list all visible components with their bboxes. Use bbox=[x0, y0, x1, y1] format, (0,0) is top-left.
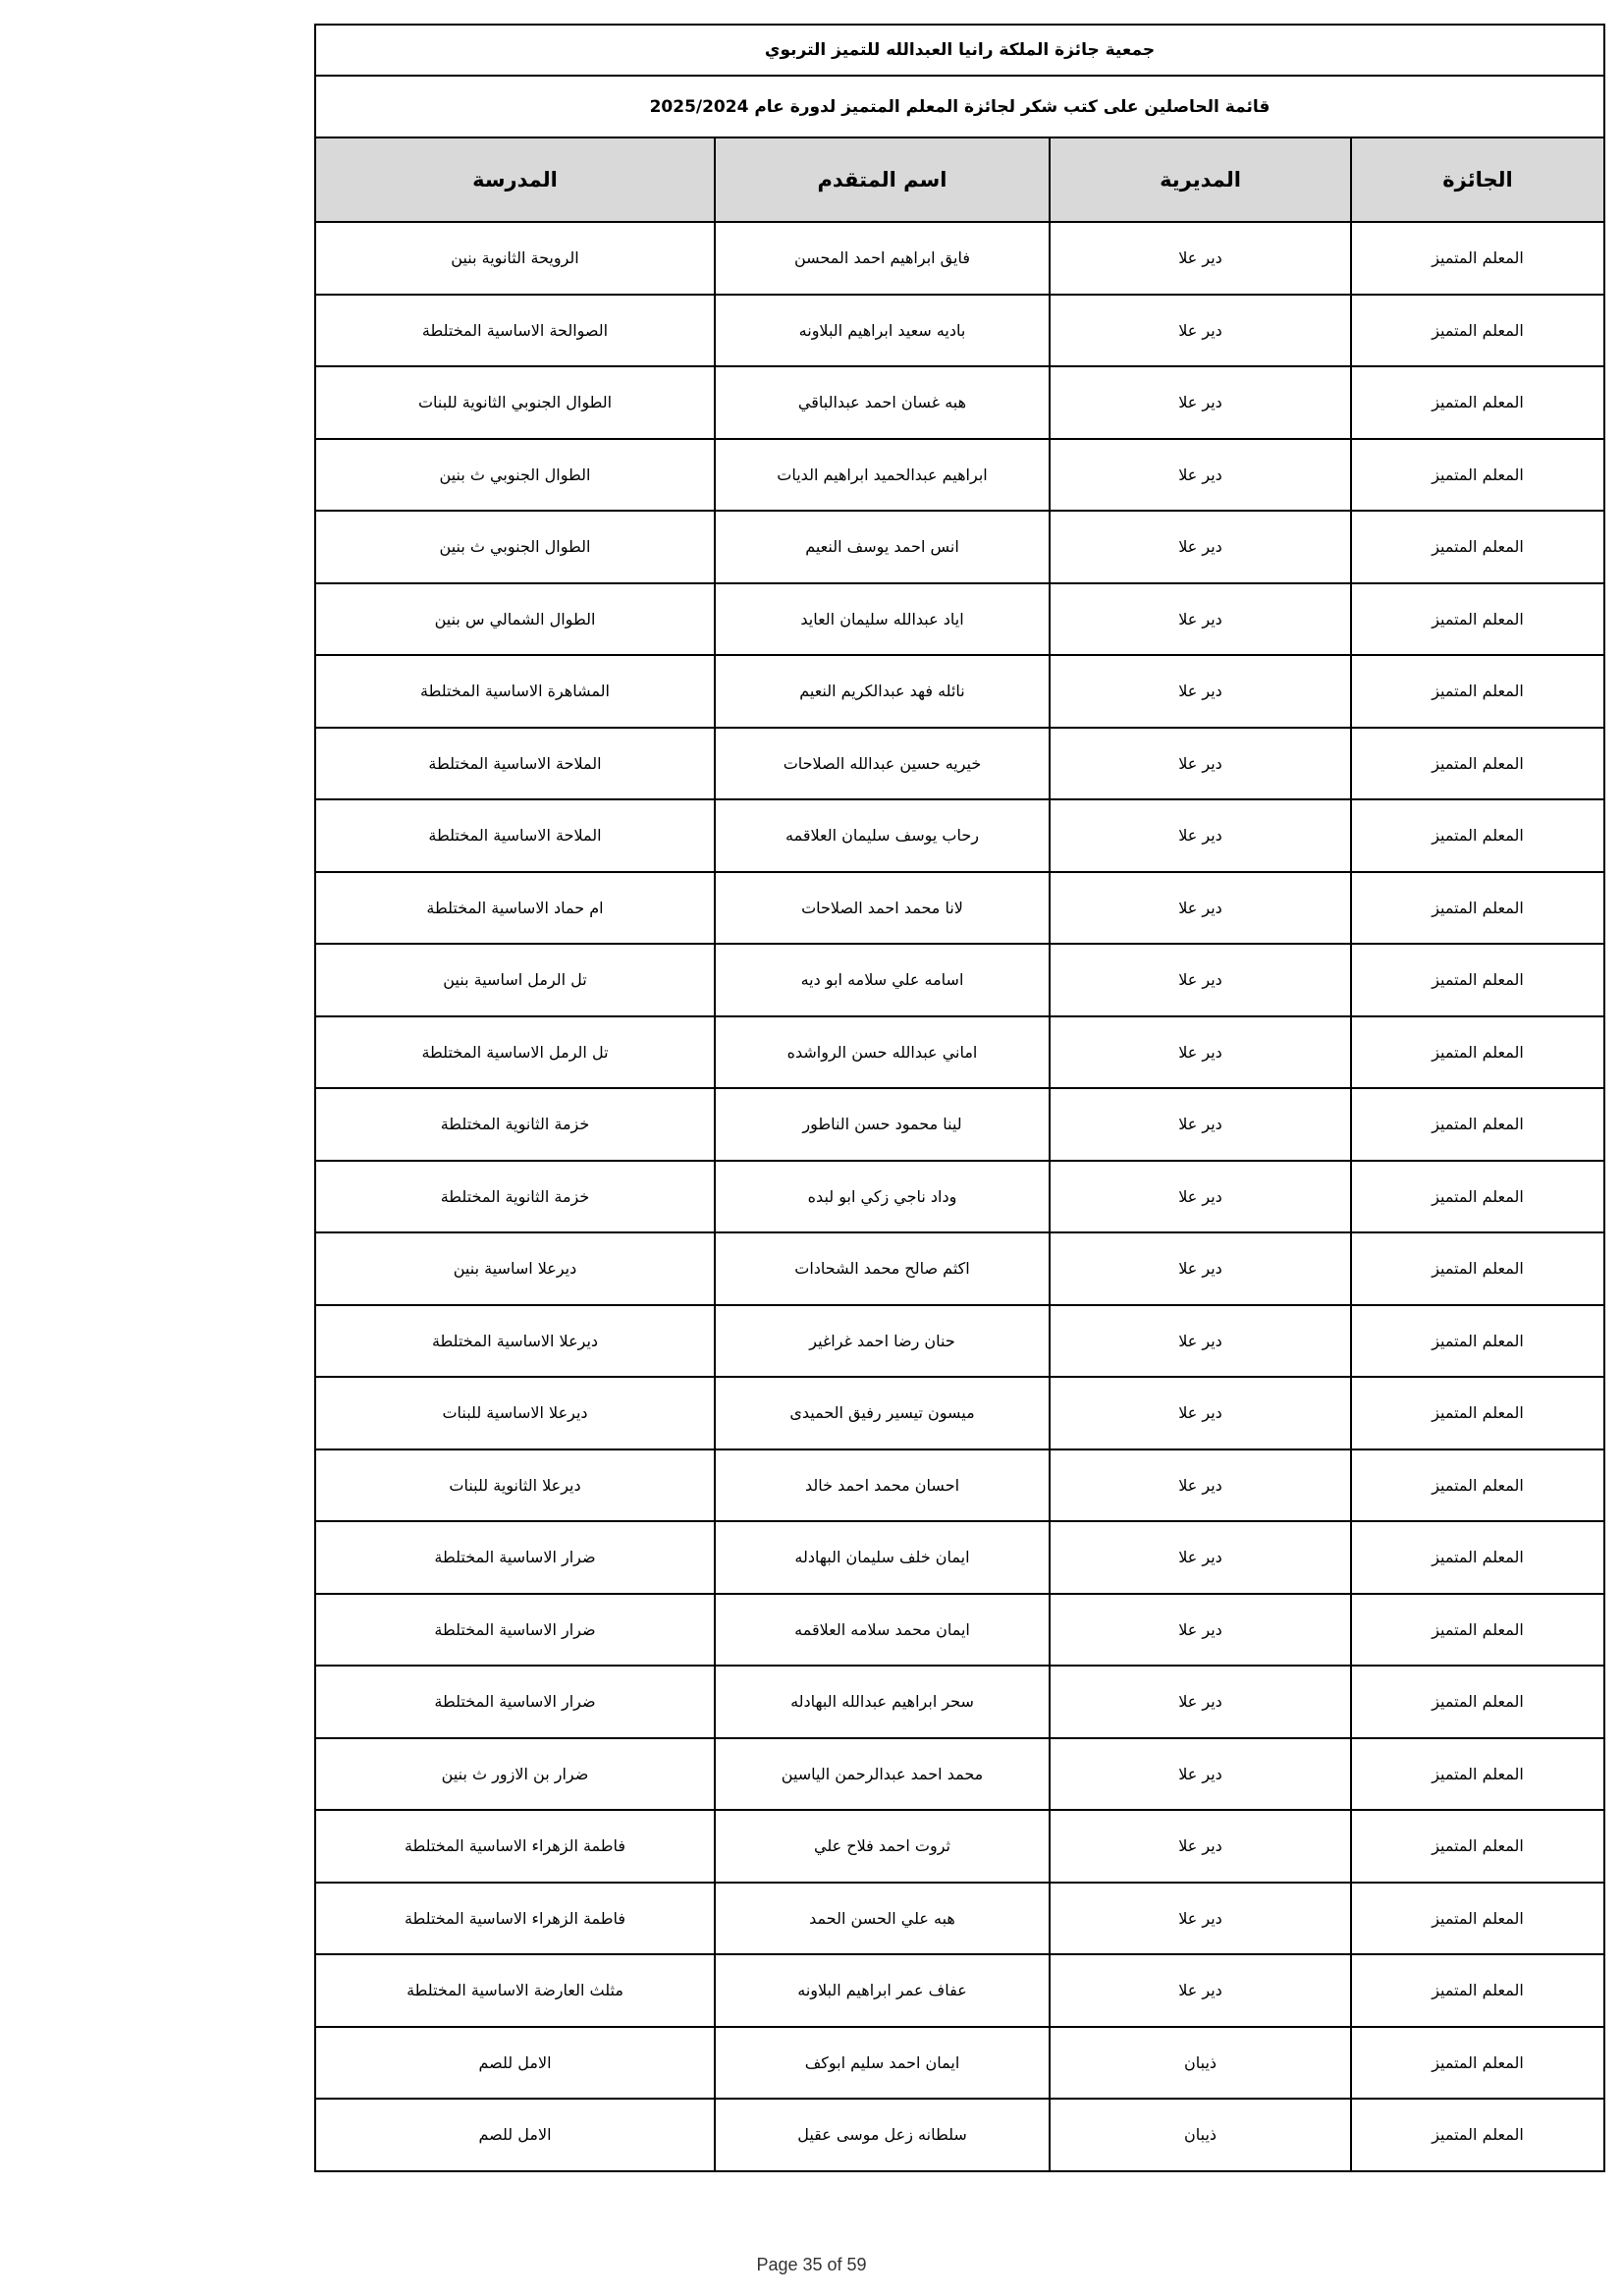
cell-directorate: دير علا bbox=[1050, 1738, 1351, 1811]
cell-applicant: محمد احمد عبدالرحمن الياسين bbox=[715, 1738, 1050, 1811]
cell-award: المعلم المتميز bbox=[1351, 1305, 1604, 1378]
cell-directorate: دير علا bbox=[1050, 583, 1351, 656]
cell-school: الرويحة الثانوية بنين bbox=[315, 222, 715, 295]
cell-award: المعلم المتميز bbox=[1351, 1161, 1604, 1233]
cell-school: فاطمة الزهراء الاساسية المختلطة bbox=[315, 1883, 715, 1955]
table-row bbox=[315, 1666, 1604, 1738]
cell-applicant: اماني عبدالله حسن الرواشده bbox=[715, 1016, 1050, 1089]
header-school: المدرسة bbox=[315, 137, 715, 222]
table-row bbox=[315, 222, 1604, 295]
cell-directorate: دير علا bbox=[1050, 1521, 1351, 1594]
cell-school: الصوالحة الاساسية المختلطة bbox=[315, 295, 715, 367]
cell-award: المعلم المتميز bbox=[1351, 1594, 1604, 1667]
cell-applicant: احسان محمد احمد خالد bbox=[715, 1449, 1050, 1522]
cell-award: المعلم المتميز bbox=[1351, 1738, 1604, 1811]
cell-school: ضرار الاساسية المختلطة bbox=[315, 1521, 715, 1594]
cell-applicant: سلطانه زعل موسى عقيل bbox=[715, 2099, 1050, 2171]
table-row bbox=[315, 872, 1604, 945]
cell-directorate: دير علا bbox=[1050, 1232, 1351, 1305]
cell-directorate: دير علا bbox=[1050, 799, 1351, 872]
cell-school: ديرعلا اساسية بنين bbox=[315, 1232, 715, 1305]
cell-school: تل الرمل الاساسية المختلطة bbox=[315, 1016, 715, 1089]
cell-applicant: سحر ابراهيم عبدالله البهادله bbox=[715, 1666, 1050, 1738]
table-row bbox=[315, 511, 1604, 583]
cell-directorate: دير علا bbox=[1050, 1449, 1351, 1522]
table-row bbox=[315, 1305, 1604, 1378]
cell-directorate: دير علا bbox=[1050, 439, 1351, 512]
cell-directorate: دير علا bbox=[1050, 1305, 1351, 1378]
cell-applicant: ايمان احمد سليم ابوكف bbox=[715, 2027, 1050, 2100]
cell-directorate: دير علا bbox=[1050, 1883, 1351, 1955]
cell-applicant: باديه سعيد ابراهيم البلاونه bbox=[715, 295, 1050, 367]
cell-school: ديرعلا الثانوية للبنات bbox=[315, 1449, 715, 1522]
table-row bbox=[315, 1954, 1604, 2027]
header-award: الجائزة bbox=[1351, 137, 1604, 222]
cell-award: المعلم المتميز bbox=[1351, 439, 1604, 512]
cell-award: المعلم المتميز bbox=[1351, 1377, 1604, 1449]
cell-directorate: دير علا bbox=[1050, 295, 1351, 367]
cell-applicant: ميسون تيسير رفيق الحميدى bbox=[715, 1377, 1050, 1449]
table-row bbox=[315, 799, 1604, 872]
cell-school: ضرار الاساسية المختلطة bbox=[315, 1666, 715, 1738]
cell-applicant: لينا محمود حسن الناطور bbox=[715, 1088, 1050, 1161]
cell-directorate: دير علا bbox=[1050, 1594, 1351, 1667]
awardees-table bbox=[314, 24, 1605, 2172]
cell-applicant: هبه غسان احمد عبدالباقي bbox=[715, 366, 1050, 439]
cell-award: المعلم المتميز bbox=[1351, 1016, 1604, 1089]
list-title-row bbox=[315, 76, 1604, 137]
org-title: جمعية جائزة الملكة رانيا العبدالله للتميز التربوي bbox=[315, 25, 1604, 76]
cell-award: المعلم المتميز bbox=[1351, 583, 1604, 656]
cell-applicant: لانا محمد احمد الصلاحات bbox=[715, 872, 1050, 945]
cell-directorate: دير علا bbox=[1050, 944, 1351, 1016]
cell-applicant: حنان رضا احمد غراغير bbox=[715, 1305, 1050, 1378]
cell-school: الملاحة الاساسية المختلطة bbox=[315, 799, 715, 872]
table-row bbox=[315, 1521, 1604, 1594]
cell-school: ضرار الاساسية المختلطة bbox=[315, 1594, 715, 1667]
table-row bbox=[315, 944, 1604, 1016]
cell-school: خزمة الثانوية المختلطة bbox=[315, 1161, 715, 1233]
cell-school: تل الرمل اساسية بنين bbox=[315, 944, 715, 1016]
cell-school: فاطمة الزهراء الاساسية المختلطة bbox=[315, 1810, 715, 1883]
table-row bbox=[315, 1088, 1604, 1161]
cell-award: المعلم المتميز bbox=[1351, 366, 1604, 439]
cell-applicant: خيريه حسين عبدالله الصلاحات bbox=[715, 728, 1050, 800]
cell-applicant: انس احمد يوسف النعيم bbox=[715, 511, 1050, 583]
cell-school: ديرعلا الاساسية المختلطة bbox=[315, 1305, 715, 1378]
cell-directorate: دير علا bbox=[1050, 1161, 1351, 1233]
cell-award: المعلم المتميز bbox=[1351, 1810, 1604, 1883]
cell-applicant: هبه علي الحسن الحمد bbox=[715, 1883, 1050, 1955]
cell-applicant: عفاف عمر ابراهيم البلاونه bbox=[715, 1954, 1050, 2027]
cell-directorate: دير علا bbox=[1050, 728, 1351, 800]
cell-award: المعلم المتميز bbox=[1351, 2027, 1604, 2100]
table-row bbox=[315, 2027, 1604, 2100]
cell-award: المعلم المتميز bbox=[1351, 872, 1604, 945]
cell-school: الطوال الجنوبي ث بنين bbox=[315, 439, 715, 512]
cell-directorate: دير علا bbox=[1050, 511, 1351, 583]
cell-school: المشاهرة الاساسية المختلطة bbox=[315, 655, 715, 728]
cell-directorate: دير علا bbox=[1050, 1377, 1351, 1449]
cell-school: الملاحة الاساسية المختلطة bbox=[315, 728, 715, 800]
table-row bbox=[315, 2099, 1604, 2171]
cell-school: ضرار بن الازور ث بنين bbox=[315, 1738, 715, 1811]
cell-award: المعلم المتميز bbox=[1351, 511, 1604, 583]
table-row bbox=[315, 1883, 1604, 1955]
cell-applicant: وداد ناجي زكي ابو لبده bbox=[715, 1161, 1050, 1233]
cell-award: المعلم المتميز bbox=[1351, 295, 1604, 367]
cell-applicant: ابراهيم عبدالحميد ابراهيم الديات bbox=[715, 439, 1050, 512]
cell-applicant: اسامه علي سلامه ابو ديه bbox=[715, 944, 1050, 1016]
cell-award: المعلم المتميز bbox=[1351, 944, 1604, 1016]
cell-award: المعلم المتميز bbox=[1351, 222, 1604, 295]
cell-directorate: دير علا bbox=[1050, 872, 1351, 945]
cell-award: المعلم المتميز bbox=[1351, 1666, 1604, 1738]
list-title: قائمة الحاصلين على كتب شكر لجائزة المعلم المتميز لدورة عام 2025/2024 bbox=[315, 76, 1604, 137]
cell-directorate: دير علا bbox=[1050, 1016, 1351, 1089]
cell-award: المعلم المتميز bbox=[1351, 655, 1604, 728]
cell-directorate: دير علا bbox=[1050, 1954, 1351, 2027]
cell-directorate: دير علا bbox=[1050, 1666, 1351, 1738]
cell-award: المعلم المتميز bbox=[1351, 1088, 1604, 1161]
cell-applicant: فايق ابراهيم احمد المحسن bbox=[715, 222, 1050, 295]
header-directorate: المديرية bbox=[1050, 137, 1351, 222]
cell-directorate: ذيبان bbox=[1050, 2027, 1351, 2100]
cell-award: المعلم المتميز bbox=[1351, 1521, 1604, 1594]
cell-directorate: دير علا bbox=[1050, 366, 1351, 439]
cell-school: الطوال الجنوبي ث بنين bbox=[315, 511, 715, 583]
table-row bbox=[315, 295, 1604, 367]
cell-school: الامل للصم bbox=[315, 2099, 715, 2171]
table-row bbox=[315, 1232, 1604, 1305]
cell-directorate: دير علا bbox=[1050, 655, 1351, 728]
table-row bbox=[315, 366, 1604, 439]
cell-applicant: اياد عبدالله سليمان العايد bbox=[715, 583, 1050, 656]
cell-applicant: رحاب يوسف سليمان العلاقمه bbox=[715, 799, 1050, 872]
org-title-row bbox=[315, 25, 1604, 76]
cell-school: الامل للصم bbox=[315, 2027, 715, 2100]
cell-applicant: ايمان محمد سلامه العلاقمه bbox=[715, 1594, 1050, 1667]
cell-award: المعلم المتميز bbox=[1351, 1954, 1604, 2027]
table-row bbox=[315, 1161, 1604, 1233]
cell-award: المعلم المتميز bbox=[1351, 1883, 1604, 1955]
table-row bbox=[315, 439, 1604, 512]
table-row bbox=[315, 583, 1604, 656]
cell-applicant: ثروت احمد فلاح علي bbox=[715, 1810, 1050, 1883]
table-row bbox=[315, 1738, 1604, 1811]
cell-award: المعلم المتميز bbox=[1351, 2099, 1604, 2171]
table-row bbox=[315, 1377, 1604, 1449]
cell-directorate: ذيبان bbox=[1050, 2099, 1351, 2171]
cell-directorate: دير علا bbox=[1050, 1088, 1351, 1161]
cell-school: الطوال الشمالي س بنين bbox=[315, 583, 715, 656]
cell-applicant: ايمان خلف سليمان البهادله bbox=[715, 1521, 1050, 1594]
table-row bbox=[315, 1594, 1604, 1667]
cell-award: المعلم المتميز bbox=[1351, 728, 1604, 800]
cell-award: المعلم المتميز bbox=[1351, 1232, 1604, 1305]
table-row bbox=[315, 1449, 1604, 1522]
cell-directorate: دير علا bbox=[1050, 1810, 1351, 1883]
cell-school: مثلث العارضة الاساسية المختلطة bbox=[315, 1954, 715, 2027]
cell-school: خزمة الثانوية المختلطة bbox=[315, 1088, 715, 1161]
table-row bbox=[315, 1016, 1604, 1089]
header-applicant: اسم المتقدم bbox=[715, 137, 1050, 222]
table-row bbox=[315, 1810, 1604, 1883]
column-header-row bbox=[315, 137, 1604, 222]
cell-school: ام حماد الاساسية المختلطة bbox=[315, 872, 715, 945]
cell-school: الطوال الجنوبي الثانوية للبنات bbox=[315, 366, 715, 439]
cell-directorate: دير علا bbox=[1050, 222, 1351, 295]
cell-school: ديرعلا الاساسية للبنات bbox=[315, 1377, 715, 1449]
cell-applicant: نائله فهد عبدالكريم النعيم bbox=[715, 655, 1050, 728]
cell-award: المعلم المتميز bbox=[1351, 1449, 1604, 1522]
page-number: Page 35 of 59 bbox=[756, 2255, 867, 2274]
cell-applicant: اكثم صالح محمد الشحادات bbox=[715, 1232, 1050, 1305]
table-row bbox=[315, 728, 1604, 800]
cell-award: المعلم المتميز bbox=[1351, 799, 1604, 872]
table-row bbox=[315, 655, 1604, 728]
